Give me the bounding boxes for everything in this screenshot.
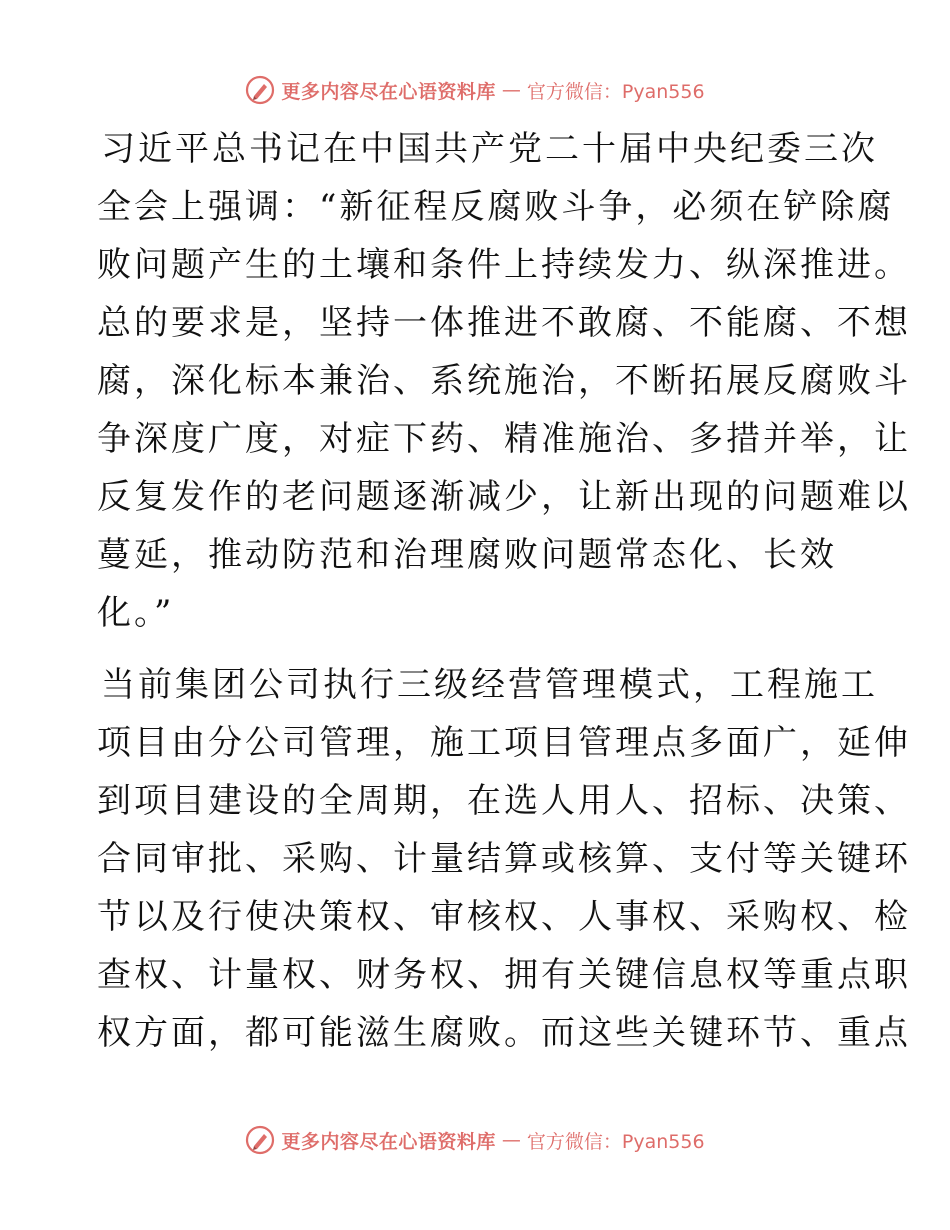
text-line: 全会上强调：“新征程反腐败斗争，必须在铲除腐 (97, 187, 895, 227)
watermark-sub-text: 官方微信：Pyan556 (526, 80, 705, 103)
text-line: 总的要求是，坚持一体推进不敢腐、不能腐、不想 (97, 303, 911, 343)
text-line: 到项目建设的全周期，在选人用人、招标、决策、 (97, 781, 911, 821)
text-line: 败问题产生的土壤和条件上持续发力、纵深推进。 (97, 245, 911, 285)
watermark-sub-text: 官方微信：Pyan556 (526, 1130, 705, 1153)
text-line: 合同审批、采购、计量结算或核算、支付等关键环 (97, 839, 911, 879)
pen-logo-icon (245, 1125, 275, 1155)
paragraph-1 (97, 120, 911, 642)
paragraph-2 (97, 656, 911, 1062)
text-line: 反复发作的老问题逐渐减少，让新出现的问题难以 (97, 477, 911, 517)
text-line: 化。” (97, 593, 175, 633)
text-line: 腐，深化标本兼治、系统施治，不断拓展反腐败斗 (97, 361, 911, 401)
text-line: 当前集团公司执行三级经营管理模式，工程施工 (101, 665, 878, 705)
text-line: 蔓延，推动防范和治理腐败问题常态化、长效 (97, 535, 837, 575)
text-line: 查权、计量权、财务权、拥有关键信息权等重点职 (97, 955, 911, 995)
text-line: 项目由分公司管理，施工项目管理点多面广，延伸 (97, 723, 911, 763)
watermark-separator: — (501, 1129, 521, 1151)
pen-logo-icon (245, 75, 275, 105)
document-body (97, 120, 911, 1062)
watermark-separator: — (501, 79, 521, 101)
footer-watermark (0, 1120, 950, 1160)
watermark-main-text: 更多内容尽在心语资料库 (281, 1130, 496, 1153)
text-line: 习近平总书记在中国共产党二十届中央纪委三次 (101, 129, 878, 169)
watermark-main-text: 更多内容尽在心语资料库 (281, 80, 496, 103)
text-line: 节以及行使决策权、审核权、人事权、采购权、检 (97, 897, 911, 937)
text-line: 争深度广度，对症下药、精准施治、多措并举，让 (97, 419, 911, 459)
text-line: 权方面，都可能滋生腐败。而这些关键环节、重点 (97, 1013, 911, 1053)
header-watermark (0, 70, 950, 110)
